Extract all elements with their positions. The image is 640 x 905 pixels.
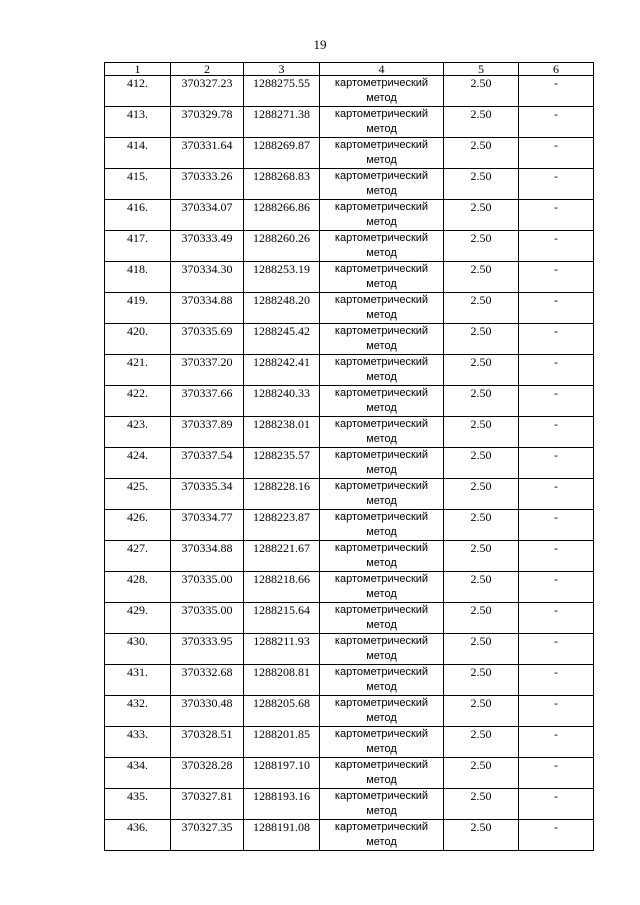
note-cell: - [519, 572, 594, 603]
accuracy-cell: 2.50 [444, 634, 519, 665]
note-cell: - [519, 603, 594, 634]
y-coordinate-cell: 1288271.38 [244, 107, 320, 138]
accuracy-cell: 2.50 [444, 696, 519, 727]
accuracy-cell: 2.50 [444, 510, 519, 541]
accuracy-cell: 2.50 [444, 572, 519, 603]
point-number-cell: 427. [105, 541, 171, 572]
point-number-cell: 417. [105, 231, 171, 262]
note-cell: - [519, 541, 594, 572]
y-coordinate-cell: 1288268.83 [244, 169, 320, 200]
y-coordinate-cell: 1288228.16 [244, 479, 320, 510]
method-cell: картометрический метод [320, 169, 444, 200]
accuracy-cell: 2.50 [444, 138, 519, 169]
column-header: 2 [171, 63, 244, 76]
note-cell: - [519, 820, 594, 851]
y-coordinate-cell: 1288205.68 [244, 696, 320, 727]
accuracy-cell: 2.50 [444, 758, 519, 789]
method-cell: картометрический метод [320, 448, 444, 479]
table-row [105, 510, 594, 541]
table-body [105, 76, 594, 851]
table-row [105, 572, 594, 603]
table-row [105, 634, 594, 665]
accuracy-cell: 2.50 [444, 417, 519, 448]
y-coordinate-cell: 1288193.16 [244, 789, 320, 820]
note-cell: - [519, 479, 594, 510]
y-coordinate-cell: 1288266.86 [244, 200, 320, 231]
accuracy-cell: 2.50 [444, 200, 519, 231]
column-header: 3 [244, 63, 320, 76]
x-coordinate-cell: 370330.48 [171, 696, 244, 727]
note-cell: - [519, 293, 594, 324]
x-coordinate-cell: 370327.81 [171, 789, 244, 820]
table-row [105, 696, 594, 727]
method-cell: картометрический метод [320, 324, 444, 355]
accuracy-cell: 2.50 [444, 665, 519, 696]
point-number-cell: 428. [105, 572, 171, 603]
table-row [105, 324, 594, 355]
table-row [105, 820, 594, 851]
table-row [105, 727, 594, 758]
method-cell: картометрический метод [320, 262, 444, 293]
accuracy-cell: 2.50 [444, 479, 519, 510]
y-coordinate-cell: 1288211.93 [244, 634, 320, 665]
x-coordinate-cell: 370335.34 [171, 479, 244, 510]
method-cell: картометрический метод [320, 76, 444, 107]
accuracy-cell: 2.50 [444, 386, 519, 417]
note-cell: - [519, 200, 594, 231]
point-number-cell: 424. [105, 448, 171, 479]
x-coordinate-cell: 370337.54 [171, 448, 244, 479]
table-row [105, 138, 594, 169]
method-cell: картометрический метод [320, 665, 444, 696]
x-coordinate-cell: 370327.23 [171, 76, 244, 107]
point-number-cell: 434. [105, 758, 171, 789]
method-cell: картометрический метод [320, 293, 444, 324]
point-number-cell: 435. [105, 789, 171, 820]
table-row [105, 107, 594, 138]
method-cell: картометрический метод [320, 355, 444, 386]
note-cell: - [519, 789, 594, 820]
note-cell: - [519, 324, 594, 355]
y-coordinate-cell: 1288218.66 [244, 572, 320, 603]
note-cell: - [519, 355, 594, 386]
note-cell: - [519, 107, 594, 138]
note-cell: - [519, 262, 594, 293]
table-row [105, 758, 594, 789]
table-row [105, 169, 594, 200]
table-row [105, 386, 594, 417]
x-coordinate-cell: 370334.77 [171, 510, 244, 541]
method-cell: картометрический метод [320, 727, 444, 758]
x-coordinate-cell: 370334.88 [171, 293, 244, 324]
method-cell: картометрический метод [320, 789, 444, 820]
point-number-cell: 436. [105, 820, 171, 851]
table-row [105, 448, 594, 479]
x-coordinate-cell: 370337.20 [171, 355, 244, 386]
x-coordinate-cell: 370333.49 [171, 231, 244, 262]
point-number-cell: 433. [105, 727, 171, 758]
point-number-cell: 416. [105, 200, 171, 231]
x-coordinate-cell: 370328.28 [171, 758, 244, 789]
accuracy-cell: 2.50 [444, 293, 519, 324]
note-cell: - [519, 727, 594, 758]
x-coordinate-cell: 370332.68 [171, 665, 244, 696]
accuracy-cell: 2.50 [444, 76, 519, 107]
note-cell: - [519, 169, 594, 200]
x-coordinate-cell: 370329.78 [171, 107, 244, 138]
note-cell: - [519, 417, 594, 448]
method-cell: картометрический метод [320, 820, 444, 851]
y-coordinate-cell: 1288248.20 [244, 293, 320, 324]
note-cell: - [519, 386, 594, 417]
x-coordinate-cell: 370334.30 [171, 262, 244, 293]
point-number-cell: 423. [105, 417, 171, 448]
table-row [105, 231, 594, 262]
note-cell: - [519, 665, 594, 696]
point-number-cell: 419. [105, 293, 171, 324]
accuracy-cell: 2.50 [444, 262, 519, 293]
x-coordinate-cell: 370331.64 [171, 138, 244, 169]
x-coordinate-cell: 370335.69 [171, 324, 244, 355]
point-number-cell: 432. [105, 696, 171, 727]
method-cell: картометрический метод [320, 634, 444, 665]
x-coordinate-cell: 370334.07 [171, 200, 244, 231]
y-coordinate-cell: 1288242.41 [244, 355, 320, 386]
table-row [105, 76, 594, 107]
method-cell: картометрический метод [320, 696, 444, 727]
table-row [105, 603, 594, 634]
method-cell: картометрический метод [320, 541, 444, 572]
note-cell: - [519, 231, 594, 262]
x-coordinate-cell: 370337.89 [171, 417, 244, 448]
x-coordinate-cell: 370333.95 [171, 634, 244, 665]
point-number-cell: 425. [105, 479, 171, 510]
method-cell: картометрический метод [320, 138, 444, 169]
y-coordinate-cell: 1288215.64 [244, 603, 320, 634]
column-header: 1 [105, 63, 171, 76]
table-row [105, 200, 594, 231]
point-number-cell: 426. [105, 510, 171, 541]
table-row [105, 665, 594, 696]
point-number-cell: 422. [105, 386, 171, 417]
column-header: 5 [444, 63, 519, 76]
accuracy-cell: 2.50 [444, 324, 519, 355]
header-row [105, 63, 594, 76]
point-number-cell: 418. [105, 262, 171, 293]
table-row [105, 293, 594, 324]
y-coordinate-cell: 1288191.08 [244, 820, 320, 851]
page-number: 19 [313, 37, 327, 52]
point-number-cell: 421. [105, 355, 171, 386]
x-coordinate-cell: 370328.51 [171, 727, 244, 758]
y-coordinate-cell: 1288235.57 [244, 448, 320, 479]
table-row [105, 479, 594, 510]
note-cell: - [519, 510, 594, 541]
accuracy-cell: 2.50 [444, 541, 519, 572]
note-cell: - [519, 76, 594, 107]
y-coordinate-cell: 1288238.01 [244, 417, 320, 448]
note-cell: - [519, 696, 594, 727]
y-coordinate-cell: 1288223.87 [244, 510, 320, 541]
note-cell: - [519, 634, 594, 665]
y-coordinate-cell: 1288260.26 [244, 231, 320, 262]
accuracy-cell: 2.50 [444, 448, 519, 479]
column-header: 4 [320, 63, 444, 76]
method-cell: картометрический метод [320, 479, 444, 510]
y-coordinate-cell: 1288275.55 [244, 76, 320, 107]
y-coordinate-cell: 1288253.19 [244, 262, 320, 293]
table-row [105, 417, 594, 448]
method-cell: картометрический метод [320, 231, 444, 262]
point-number-cell: 412. [105, 76, 171, 107]
table-row [105, 541, 594, 572]
note-cell: - [519, 138, 594, 169]
y-coordinate-cell: 1288245.42 [244, 324, 320, 355]
y-coordinate-cell: 1288240.33 [244, 386, 320, 417]
accuracy-cell: 2.50 [444, 107, 519, 138]
method-cell: картометрический метод [320, 200, 444, 231]
method-cell: картометрический метод [320, 107, 444, 138]
method-cell: картометрический метод [320, 386, 444, 417]
method-cell: картометрический метод [320, 603, 444, 634]
note-cell: - [519, 758, 594, 789]
y-coordinate-cell: 1288197.10 [244, 758, 320, 789]
y-coordinate-cell: 1288221.67 [244, 541, 320, 572]
y-coordinate-cell: 1288201.85 [244, 727, 320, 758]
method-cell: картометрический метод [320, 510, 444, 541]
point-number-cell: 430. [105, 634, 171, 665]
x-coordinate-cell: 370335.00 [171, 572, 244, 603]
point-number-cell: 413. [105, 107, 171, 138]
y-coordinate-cell: 1288208.81 [244, 665, 320, 696]
table-row [105, 789, 594, 820]
column-header: 6 [519, 63, 594, 76]
note-cell: - [519, 448, 594, 479]
accuracy-cell: 2.50 [444, 231, 519, 262]
accuracy-cell: 2.50 [444, 603, 519, 634]
point-number-cell: 429. [105, 603, 171, 634]
coordinates-table [104, 62, 594, 851]
point-number-cell: 431. [105, 665, 171, 696]
point-number-cell: 420. [105, 324, 171, 355]
table-row [105, 262, 594, 293]
accuracy-cell: 2.50 [444, 727, 519, 758]
accuracy-cell: 2.50 [444, 789, 519, 820]
table-row [105, 355, 594, 386]
accuracy-cell: 2.50 [444, 355, 519, 386]
accuracy-cell: 2.50 [444, 820, 519, 851]
method-cell: картометрический метод [320, 572, 444, 603]
accuracy-cell: 2.50 [444, 169, 519, 200]
x-coordinate-cell: 370327.35 [171, 820, 244, 851]
x-coordinate-cell: 370337.66 [171, 386, 244, 417]
method-cell: картометрический метод [320, 417, 444, 448]
point-number-cell: 414. [105, 138, 171, 169]
x-coordinate-cell: 370334.88 [171, 541, 244, 572]
x-coordinate-cell: 370335.00 [171, 603, 244, 634]
point-number-cell: 415. [105, 169, 171, 200]
x-coordinate-cell: 370333.26 [171, 169, 244, 200]
y-coordinate-cell: 1288269.87 [244, 138, 320, 169]
method-cell: картометрический метод [320, 758, 444, 789]
